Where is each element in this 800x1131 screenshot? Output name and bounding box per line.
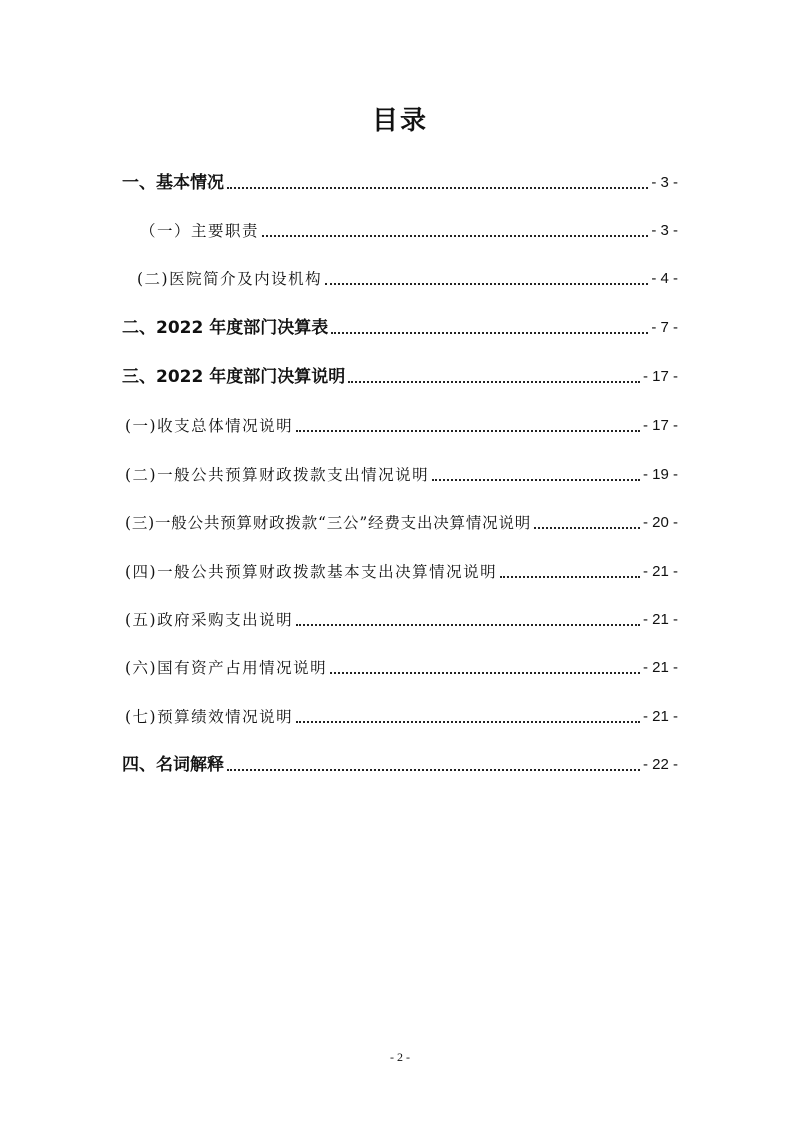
toc-entry[interactable] <box>125 704 678 730</box>
toc-entry[interactable] <box>125 510 678 536</box>
dot-leader <box>534 527 640 529</box>
toc-entry-label: (三)一般公共预算财政拨款“三公”经费支出决算情况说明 <box>125 514 532 532</box>
dot-leader <box>325 283 648 285</box>
dot-leader <box>262 235 648 237</box>
toc-entry-page: - 19 - <box>642 466 678 483</box>
dot-leader <box>227 187 648 189</box>
toc-entry-label: 一、基本情况 <box>122 173 224 193</box>
toc-entry-label: (一)收支总体情况说明 <box>125 417 294 435</box>
toc-entry-page: - 22 - <box>642 756 678 773</box>
toc-entry-page: - 21 - <box>642 611 678 628</box>
dot-leader <box>296 721 640 723</box>
toc-entry-page: - 17 - <box>642 417 678 434</box>
dot-leader <box>296 624 640 626</box>
toc-entry-page: - 3 - <box>651 174 678 191</box>
dot-leader <box>227 769 640 771</box>
dot-leader <box>348 381 640 383</box>
toc-entry-label: (六)国有资产占用情况说明 <box>125 659 328 677</box>
toc-entry-page: - 3 - <box>651 222 678 239</box>
toc-entry-page: - 7 - <box>651 319 678 336</box>
dot-leader <box>500 576 640 578</box>
page-number: - 2 - <box>390 1050 410 1064</box>
toc-entry[interactable] <box>125 607 678 633</box>
toc-entry-label: (二)医院简介及内设机构 <box>137 270 323 288</box>
toc-entry-page: - 20 - <box>642 514 678 531</box>
toc-entry[interactable] <box>122 315 678 341</box>
toc-entry[interactable] <box>125 655 678 681</box>
toc-entry[interactable] <box>140 218 678 244</box>
dot-leader <box>331 332 648 334</box>
table-of-contents <box>0 160 800 800</box>
toc-entry-label: 四、名词解释 <box>122 755 224 775</box>
toc-entry-label: 三、2022 年度部门决算说明 <box>122 367 346 387</box>
toc-entry[interactable] <box>122 170 678 196</box>
toc-entry[interactable] <box>137 266 678 292</box>
dot-leader <box>330 672 640 674</box>
toc-entry-page: - 21 - <box>642 563 678 580</box>
toc-entry-label: 二、2022 年度部门决算表 <box>122 318 329 338</box>
toc-entry[interactable] <box>122 752 678 778</box>
toc-entry-page: - 4 - <box>651 270 678 287</box>
toc-entry[interactable] <box>125 462 678 488</box>
toc-entry[interactable] <box>125 413 678 439</box>
toc-entry[interactable] <box>125 559 678 585</box>
toc-entry-label: （一）主要职责 <box>140 222 260 240</box>
page-title: 目录 <box>371 106 428 136</box>
toc-entry-label: (二)一般公共预算财政拨款支出情况说明 <box>125 466 430 484</box>
toc-entry-label: (五)政府采购支出说明 <box>125 611 294 629</box>
toc-entry-page: - 21 - <box>642 659 678 676</box>
dot-leader <box>296 430 640 432</box>
toc-entry-label: (七)预算绩效情况说明 <box>125 708 294 726</box>
toc-entry[interactable] <box>122 364 678 390</box>
dot-leader <box>432 479 640 481</box>
toc-entry-page: - 17 - <box>642 368 678 385</box>
toc-entry-page: - 21 - <box>642 708 678 725</box>
toc-entry-label: (四)一般公共预算财政拨款基本支出决算情况说明 <box>125 563 498 581</box>
